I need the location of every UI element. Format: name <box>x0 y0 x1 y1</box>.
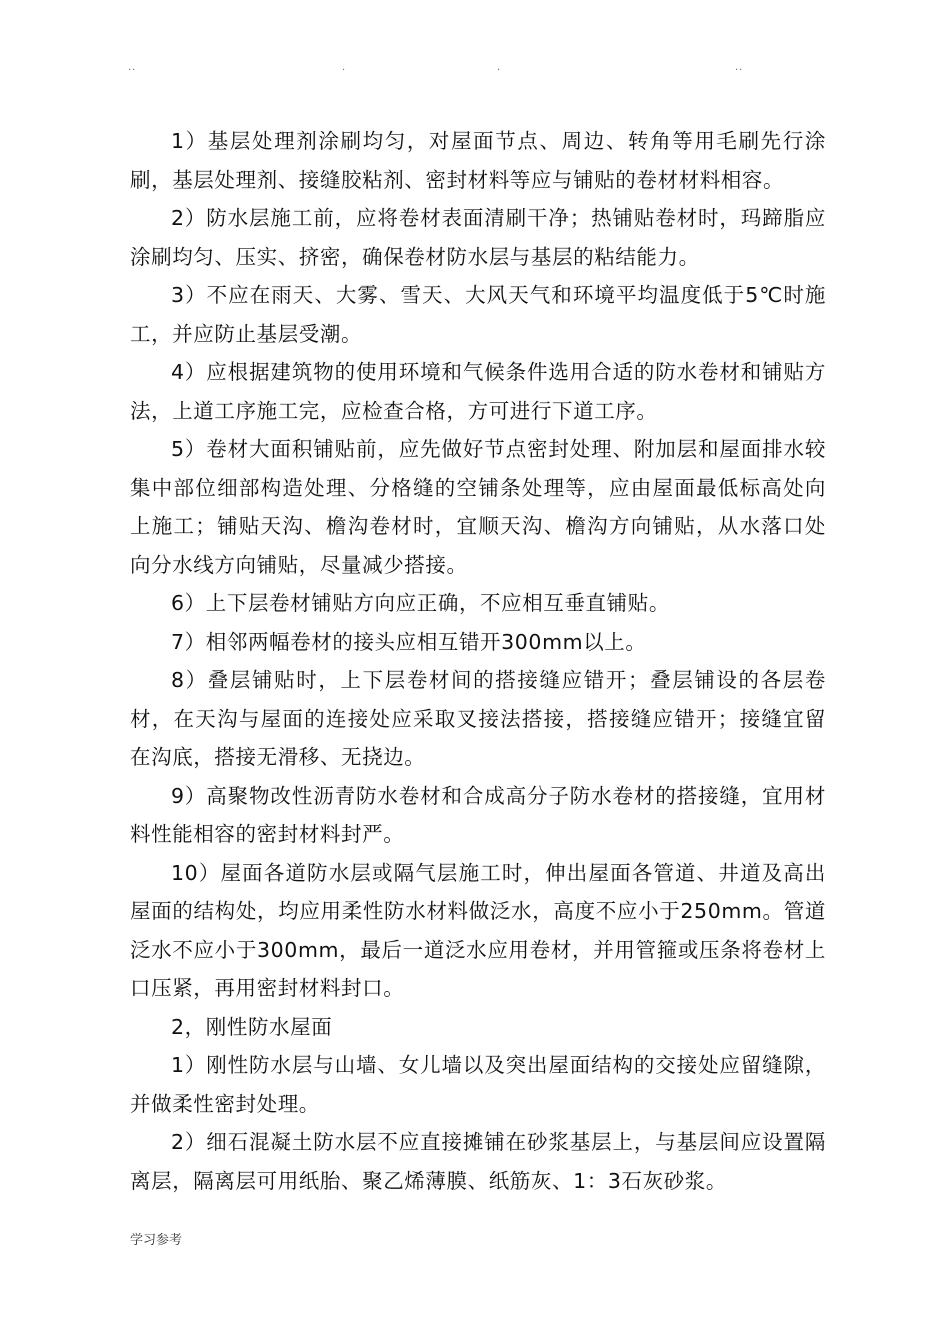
paragraph: 3）不应在雨天、大雾、雪天、大风天气和环境平均温度低于5℃时施工，并应防止基层受潮。 <box>130 283 826 346</box>
header-mark: .. <box>735 62 744 73</box>
paragraph: 8）叠层铺贴时，上下层卷材间的搭接缝应错开；叠层铺设的各层卷材，在天沟与屋面的连接处应采取叉接法搭接，搭接缝应错开；接缝宜留在沟底，搭接无滑移、无挠边。 <box>130 668 826 769</box>
header-mark: . <box>497 62 502 73</box>
paragraph: 7）相邻两幅卷材的接头应相互错开300mm以上。 <box>171 629 647 654</box>
paragraph: 10）屋面各道防水层或隔气层施工时，伸出屋面各管道、井道及高出屋面的结构处，均应用柔性防水材料做泛水，高度不应小于250mm。管道泛水不应小于300mm，最后一道泛水应用卷材，并用管箍或压条将卷材上口压紧，再用密封材料封口。 <box>130 860 826 1000</box>
paragraph: 4）应根据建筑物的使用环境和气候条件选用合适的防水卷材和铺贴方法，上道工序施工完，应检查合格，方可进行下道工序。 <box>130 360 826 423</box>
paragraph: 1）刚性防水层与山墙、女儿墙以及突出屋面结构的交接处应留缝隙，并做柔性密封处理。 <box>130 1053 826 1116</box>
paragraph: 1）基层处理剂涂刷均匀，对屋面节点、周边、转角等用毛刷先行涂刷，基层处理剂、接缝胶粘剂、密封材料等应与铺贴的卷材材料相容。 <box>130 129 826 192</box>
header-mark: .. <box>128 62 137 73</box>
paragraph: 2）防水层施工前，应将卷材表面清刷干净；热铺贴卷材时，玛蹄脂应涂刷均匀、压实、挤密，确保卷材防水层与基层的粘结能力。 <box>130 206 826 269</box>
document-body <box>130 122 826 1200</box>
paragraph: 6）上下层卷材铺贴方向应正确，不应相互垂直铺贴。 <box>171 591 670 615</box>
header-mark: . <box>342 62 347 73</box>
paragraph: 2）细石混凝土防水层不应直接摊铺在砂浆基层上，与基层间应设置隔离层，隔离层可用纸胎、聚乙烯薄膜、纸筋灰、1：3石灰砂浆。 <box>130 1130 826 1193</box>
paragraph: 5）卷材大面积铺贴前，应先做好节点密封处理、附加层和屋面排水较集中部位细部构造处理、分格缝的空铺条处理等，应由屋面最低标高处向上施工；铺贴天沟、檐沟卷材时，宜顺天沟、檐沟方向铺贴，从水落口处向分水线方向铺贴，尽量减少搭接。 <box>130 437 826 577</box>
paragraph: 9）高聚物改性沥青防水卷材和合成高分子防水卷材的搭接缝，宜用材料性能相容的密封材料封严。 <box>130 783 826 846</box>
section-heading: 2，刚性防水屋面 <box>171 1014 333 1039</box>
footer-label: 学习参考 <box>130 1233 183 1248</box>
